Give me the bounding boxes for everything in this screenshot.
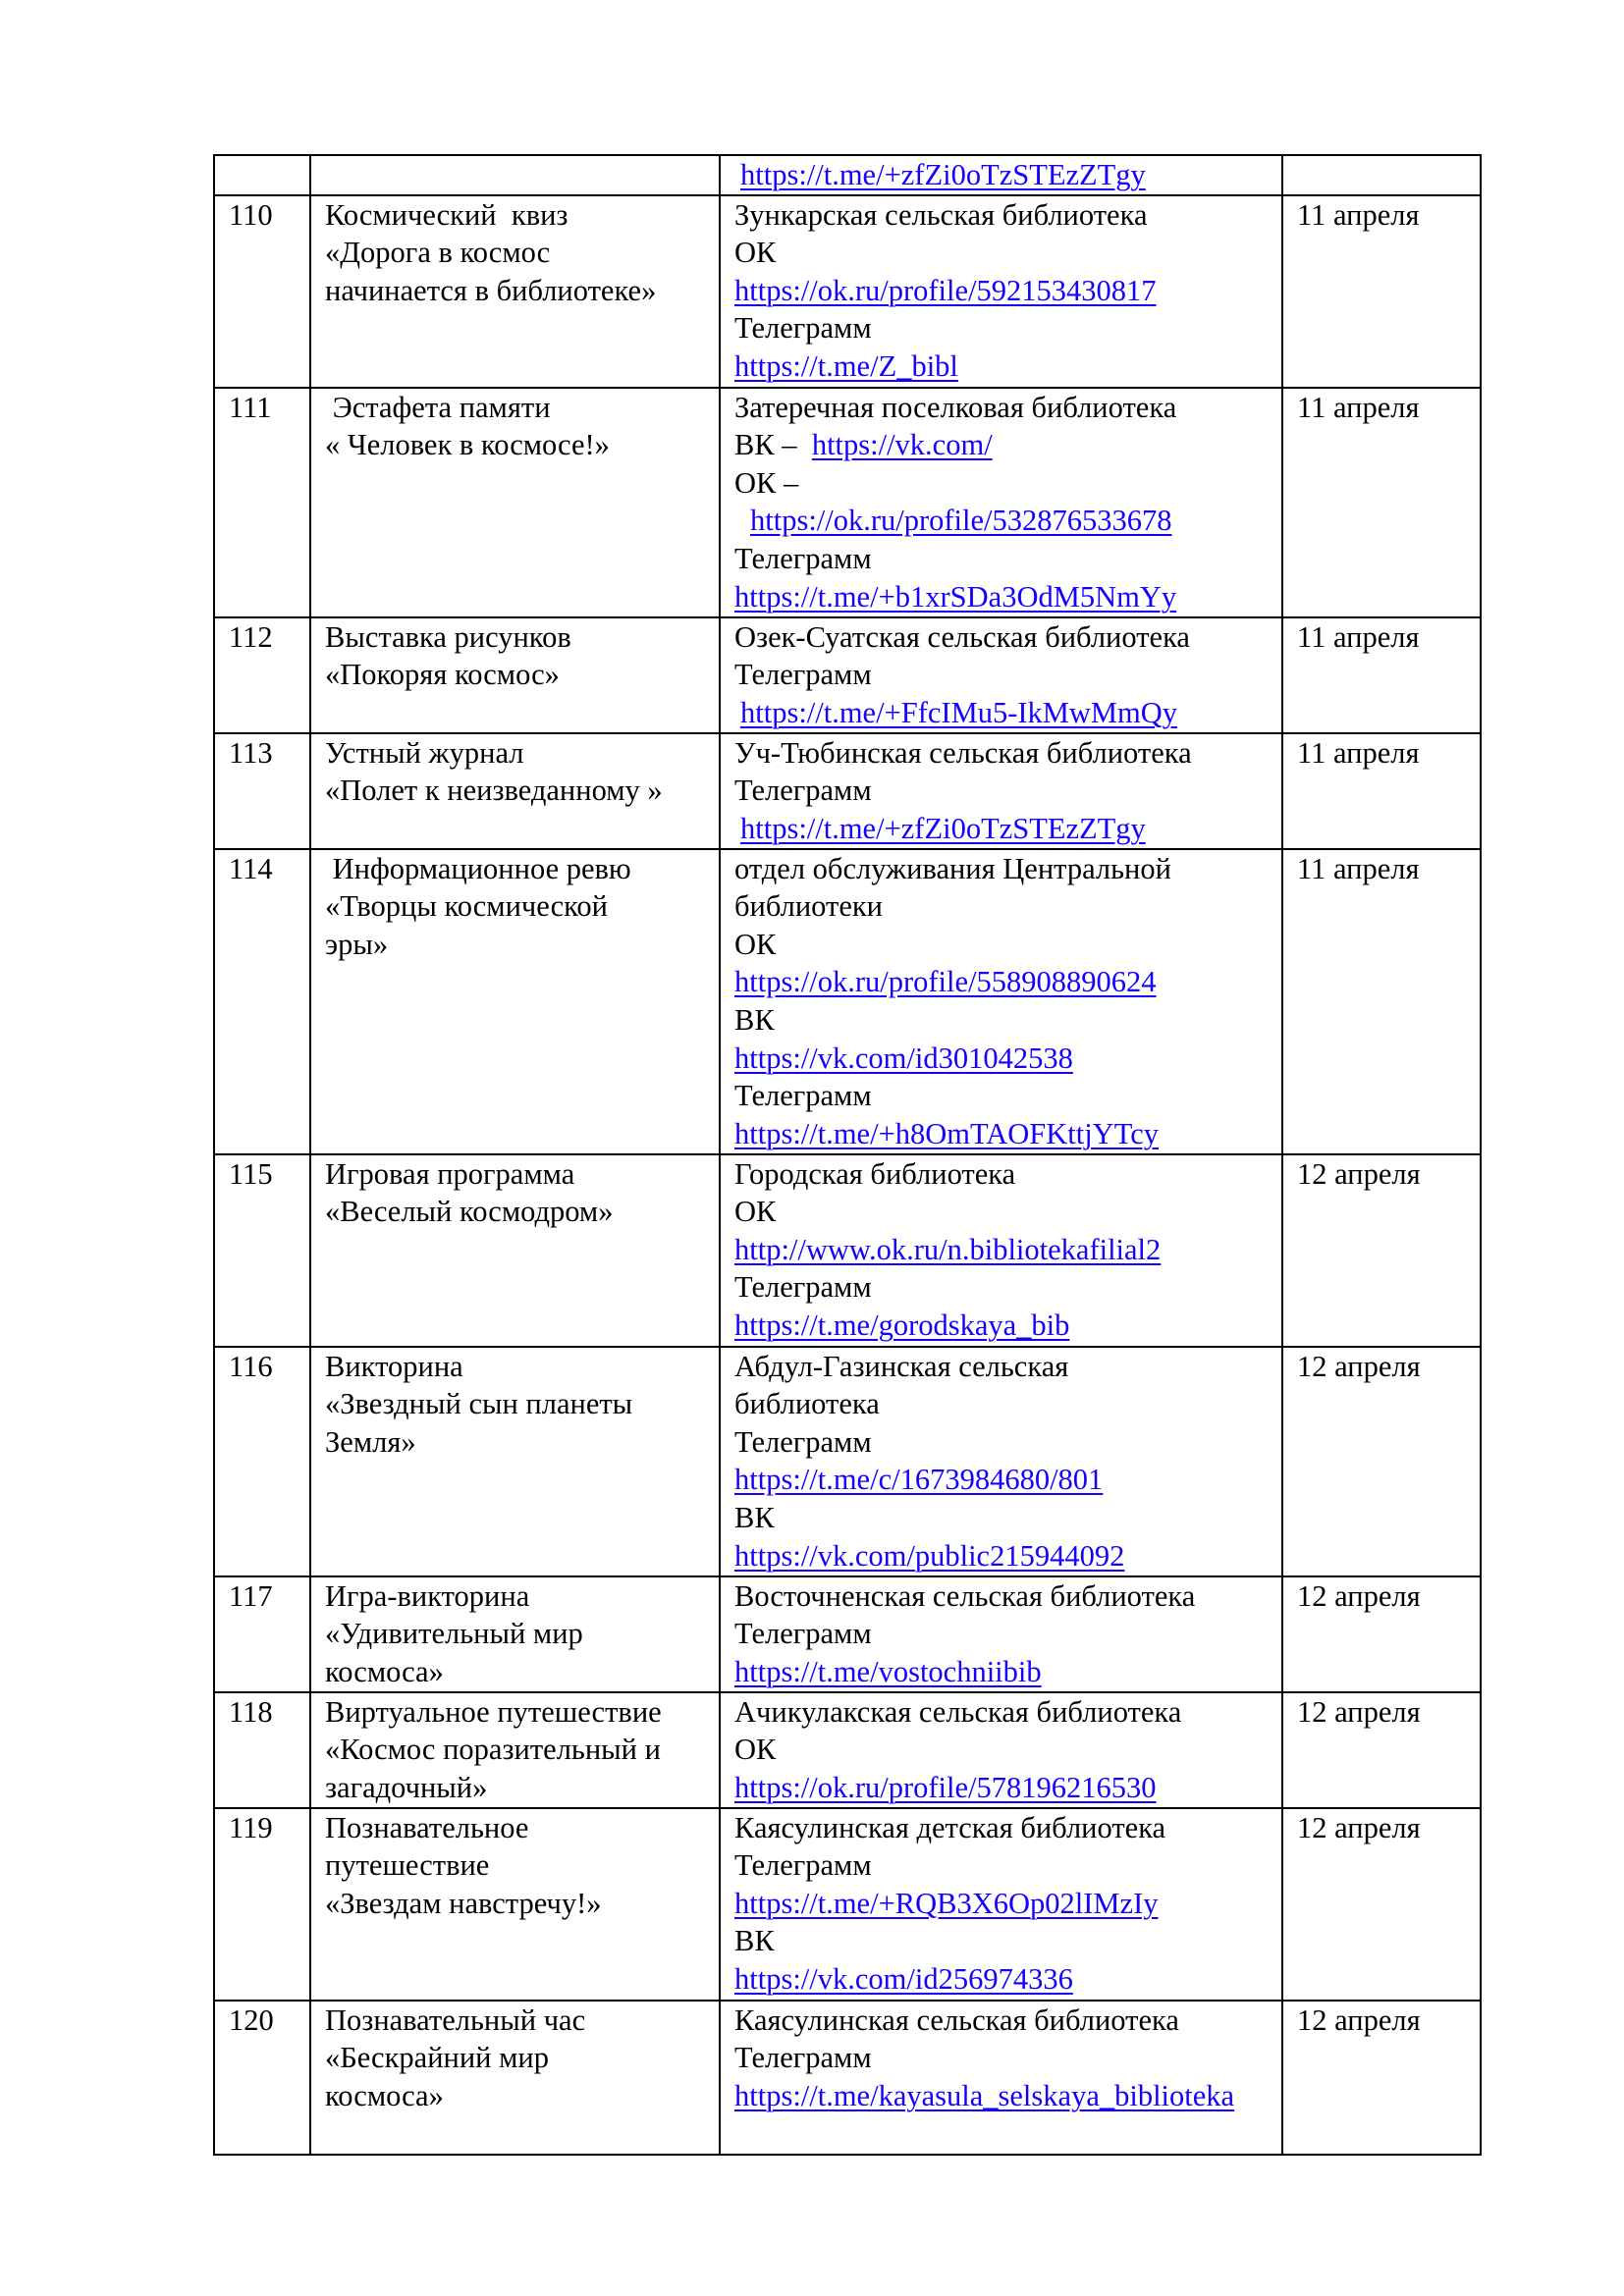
- social-link[interactable]: https://t.me/+RQB3X6Op02lIMzIy: [734, 1886, 1159, 1920]
- event-title: [310, 733, 720, 849]
- venue-link-line: [734, 1537, 1268, 1575]
- venue-line: библиотека: [734, 1387, 880, 1421]
- social-link[interactable]: https://t.me/gorodskaya_bib: [734, 1308, 1070, 1342]
- social-link[interactable]: https://t.me/Z_bibl: [734, 348, 958, 383]
- venue-line: Телеграмм: [734, 1270, 872, 1305]
- venue-cell: [720, 2001, 1282, 2155]
- venue-link-line: [734, 694, 1268, 732]
- table-row: [214, 388, 1481, 617]
- event-title: [310, 1154, 720, 1347]
- row-number: 114: [214, 849, 310, 1154]
- venue-link-line: [734, 1960, 1268, 1999]
- venue-line: Телеграмм: [734, 311, 872, 346]
- venue-link-line: [734, 578, 1268, 616]
- venue-link-line: [734, 1885, 1268, 1923]
- social-link[interactable]: https://t.me/vostochniibib: [734, 1654, 1042, 1688]
- venue-line: ОК –: [734, 465, 799, 500]
- row-number: 113: [214, 733, 310, 849]
- event-title-line: «Полет к неизведанному »: [325, 774, 663, 808]
- social-link[interactable]: https://t.me/c/1673984680/801: [734, 1463, 1104, 1497]
- events-table: [213, 154, 1482, 2156]
- social-link[interactable]: https://ok.ru/profile/578196216530: [734, 1770, 1157, 1804]
- event-date: 12 апреля: [1282, 2001, 1481, 2155]
- venue-line: ВК: [734, 1924, 775, 1958]
- social-link[interactable]: https://ok.ru/profile/558908890624: [734, 965, 1157, 999]
- event-title-line: космоса»: [325, 1654, 444, 1688]
- event-title: [310, 1808, 720, 2001]
- event-title-line: загадочный»: [325, 1770, 488, 1804]
- event-title: [310, 195, 720, 388]
- venue-link-line: [734, 1769, 1268, 1807]
- social-link[interactable]: https://ok.ru/profile/532876533678: [750, 504, 1172, 538]
- row-number: 118: [214, 1692, 310, 1808]
- venue-cell: [720, 388, 1282, 617]
- venue-link-line: [734, 156, 1268, 194]
- venue-line: ВК: [734, 1002, 775, 1037]
- venue-cell: [720, 1692, 1282, 1808]
- venue-line: ВК: [734, 1500, 775, 1534]
- social-link[interactable]: https://vk.com/: [811, 428, 993, 462]
- venue-cell: [720, 1808, 1282, 2001]
- event-title-line: «Звездный сын планеты: [325, 1387, 633, 1421]
- table-row: [214, 2001, 1481, 2155]
- venue-line: ОК: [734, 1733, 777, 1767]
- venue-cell: [720, 1576, 1282, 1692]
- event-title-line: Познавательный час: [325, 2002, 586, 2037]
- venue-link-line: [734, 1040, 1268, 1078]
- venue-line: библиотеки: [734, 889, 883, 924]
- event-title-line: «Веселый космодром»: [325, 1195, 614, 1229]
- event-title-line: путешествие: [325, 1848, 490, 1883]
- venue-line: Телеграмм: [734, 1079, 872, 1113]
- table-row: [214, 1808, 1481, 2001]
- venue-link-line: [734, 347, 1268, 386]
- row-number: 112: [214, 617, 310, 733]
- table-row: [214, 1692, 1481, 1808]
- venue-line: Телеграмм: [734, 1424, 872, 1459]
- table-row: [214, 733, 1481, 849]
- venue-line: отдел обслуживания Центральной: [734, 851, 1171, 885]
- venue-line: Каясулинская сельская библиотека: [734, 2002, 1179, 2037]
- event-title: [310, 1692, 720, 1808]
- venue-line: Городская библиотека: [734, 1156, 1016, 1191]
- social-link[interactable]: https://t.me/+h8OmTAOFKttjYTcy: [734, 1116, 1159, 1150]
- social-link[interactable]: https://vk.com/id256974336: [734, 1961, 1073, 1996]
- event-title-line: Устный журнал: [325, 735, 524, 770]
- event-title-line: Игровая программа: [325, 1156, 575, 1191]
- event-title-line: Эстафета памяти: [325, 390, 551, 424]
- event-title-line: «Бескрайний мир: [325, 2041, 549, 2075]
- table-row: [214, 155, 1481, 195]
- row-number: 110: [214, 195, 310, 388]
- table-row: [214, 195, 1481, 388]
- venue-cell: [720, 155, 1282, 195]
- table-row: [214, 617, 1481, 733]
- venue-link-line: [734, 1461, 1268, 1499]
- social-link[interactable]: http://www.ok.ru/n.bibliotekafilial2: [734, 1232, 1162, 1266]
- table-row: [214, 1347, 1481, 1576]
- venue-line: ОК: [734, 1195, 777, 1229]
- venue-line: ОК: [734, 927, 777, 961]
- event-title-line: «Дорога в космос: [325, 236, 551, 270]
- social-link[interactable]: https://t.me/+b1xrSDa3OdM5NmYy: [734, 579, 1177, 614]
- event-title-line: Информационное ревю: [325, 851, 631, 885]
- event-title-line: Космический квиз: [325, 197, 568, 232]
- venue-cell: [720, 195, 1282, 388]
- row-number: 116: [214, 1347, 310, 1576]
- venue-line: ОК: [734, 236, 777, 270]
- venue-link-line: [734, 426, 1268, 464]
- venue-line: Зункарская сельская библиотека: [734, 197, 1148, 232]
- event-date: 11 апреля: [1282, 195, 1481, 388]
- row-number: 115: [214, 1154, 310, 1347]
- event-date: 12 апреля: [1282, 1692, 1481, 1808]
- event-title-line: «Космос поразительный и: [325, 1733, 661, 1767]
- event-date: 11 апреля: [1282, 733, 1481, 849]
- event-date: [1282, 155, 1481, 195]
- row-number: [214, 155, 310, 195]
- event-title: [310, 388, 720, 617]
- event-title-line: Земля»: [325, 1424, 416, 1459]
- venue-link-line: [734, 963, 1268, 1001]
- event-title-line: начинается в библиотеке»: [325, 273, 657, 307]
- venue-line: Телеграмм: [734, 1848, 872, 1883]
- venue-link-line: [734, 1231, 1268, 1269]
- venue-link-line: [734, 1115, 1268, 1153]
- social-link[interactable]: https://ok.ru/profile/592153430817: [734, 273, 1157, 307]
- social-link[interactable]: https://t.me/kayasula_selskaya_biblioteka: [734, 2078, 1235, 2112]
- venue-line: Телеграмм: [734, 541, 872, 575]
- event-title: [310, 617, 720, 733]
- venue-line: Абдул-Газинская сельская: [734, 1349, 1069, 1383]
- venue-cell: [720, 849, 1282, 1154]
- venue-line: Озек-Суатская сельская библиотека: [734, 619, 1190, 654]
- venue-line: Ачикулакская сельская библиотека: [734, 1694, 1182, 1729]
- venue-line: Телеграмм: [734, 2041, 872, 2075]
- event-title: [310, 1576, 720, 1692]
- social-link[interactable]: https://vk.com/public215944092: [734, 1538, 1125, 1573]
- link-prefix: ВК –: [734, 428, 812, 462]
- venue-cell: [720, 733, 1282, 849]
- event-title: [310, 1347, 720, 1576]
- event-date: 11 апреля: [1282, 617, 1481, 733]
- venue-link-line: [734, 2077, 1268, 2115]
- event-title-line: « Человек в космосе!»: [325, 428, 610, 462]
- table-row: [214, 849, 1481, 1154]
- venue-cell: [720, 617, 1282, 733]
- venue-line: Затеречная поселковая библиотека: [734, 390, 1177, 424]
- social-link[interactable]: https://t.me/+zfZi0oTzSTEzZTgy: [740, 158, 1146, 191]
- event-title: [310, 849, 720, 1154]
- venue-link-line: [734, 272, 1268, 310]
- social-link[interactable]: https://t.me/+FfcIMu5-IkMwMmQy: [740, 695, 1178, 729]
- event-title-line: Познавательное: [325, 1810, 529, 1844]
- event-date: 12 апреля: [1282, 1347, 1481, 1576]
- events-table-body: [214, 155, 1481, 2155]
- event-date: 12 апреля: [1282, 1576, 1481, 1692]
- venue-link-line: [734, 502, 1268, 540]
- table-row: [214, 1576, 1481, 1692]
- event-title-line: Выставка рисунков: [325, 619, 571, 654]
- venue-cell: [720, 1154, 1282, 1347]
- venue-line: Телеграмм: [734, 658, 872, 692]
- venue-line: Восточненская сельская библиотека: [734, 1578, 1196, 1613]
- social-link[interactable]: https://vk.com/id301042538: [734, 1041, 1073, 1075]
- event-title-line: космоса»: [325, 2078, 444, 2112]
- event-title-line: Виртуальное путешествие: [325, 1694, 662, 1729]
- event-title-line: «Звездам навстречу!»: [325, 1886, 602, 1920]
- venue-line: Каясулинская детская библиотека: [734, 1810, 1166, 1844]
- event-title-line: «Творцы космической: [325, 889, 608, 924]
- event-title-line: «Удивительный мир: [325, 1617, 583, 1651]
- venue-link-line: [734, 810, 1268, 848]
- table-row: [214, 1154, 1481, 1347]
- event-title: [310, 155, 720, 195]
- event-title: [310, 2001, 720, 2155]
- event-title-line: Игра-викторина: [325, 1578, 530, 1613]
- event-date: 11 апреля: [1282, 388, 1481, 617]
- social-link[interactable]: https://t.me/+zfZi0oTzSTEzZTgy: [740, 811, 1146, 845]
- event-title-line: Викторина: [325, 1349, 463, 1383]
- row-number: 117: [214, 1576, 310, 1692]
- event-title-line: эры»: [325, 927, 389, 961]
- row-number: 111: [214, 388, 310, 617]
- venue-line: Телеграмм: [734, 774, 872, 808]
- venue-link-line: [734, 1653, 1268, 1691]
- event-date: 11 апреля: [1282, 849, 1481, 1154]
- venue-line: Телеграмм: [734, 1617, 872, 1651]
- row-number: 120: [214, 2001, 310, 2155]
- event-date: 12 апреля: [1282, 1808, 1481, 2001]
- venue-link-line: [734, 1307, 1268, 1345]
- venue-cell: [720, 1347, 1282, 1576]
- venue-line: Уч-Тюбинская сельская библиотека: [734, 735, 1192, 770]
- row-number: 119: [214, 1808, 310, 2001]
- event-title-line: «Покоряя космос»: [325, 658, 560, 692]
- event-date: 12 апреля: [1282, 1154, 1481, 1347]
